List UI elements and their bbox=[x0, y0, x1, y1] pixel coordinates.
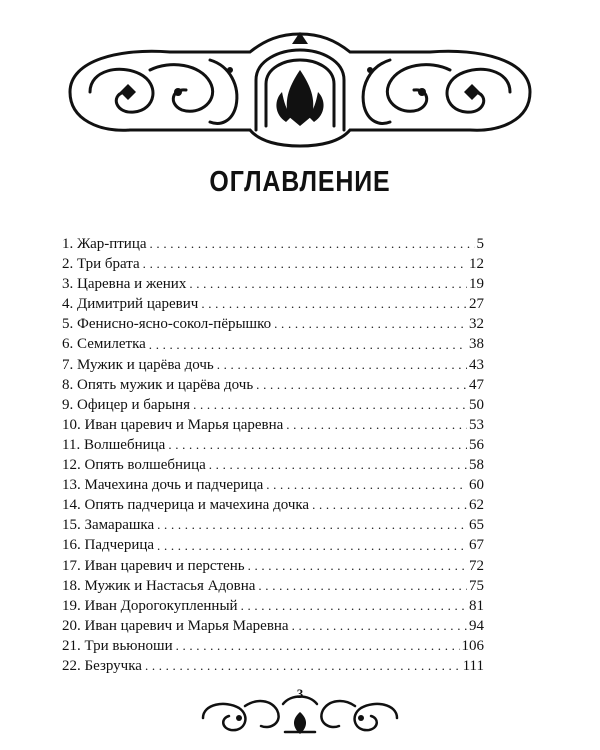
toc-entry[interactable] bbox=[62, 294, 484, 314]
page-title: ОГЛАВЛЕНИЕ bbox=[209, 166, 391, 198]
toc-entry-title: 17. Иван царевич и перстень bbox=[62, 557, 245, 574]
toc-entry[interactable] bbox=[62, 395, 484, 415]
toc-entry-page: 65 bbox=[469, 517, 484, 534]
toc-entry-page: 58 bbox=[469, 457, 484, 474]
toc-entry-title: 6. Семилетка bbox=[62, 336, 146, 353]
toc-leader bbox=[286, 417, 467, 431]
toc-entry-page: 32 bbox=[469, 316, 484, 333]
toc-entry-title: 11. Волшебница bbox=[62, 436, 166, 453]
toc-entry-title: 4. Димитрий царевич bbox=[62, 296, 199, 313]
toc-entry-page: 111 bbox=[462, 657, 484, 674]
toc-entry[interactable] bbox=[62, 475, 484, 495]
toc-entry-title: 8. Опять мужик и царёва дочь bbox=[62, 376, 254, 393]
toc-entry[interactable] bbox=[62, 656, 484, 676]
toc-leader bbox=[248, 558, 467, 572]
toc-entry-title: 21. Три вьюноши bbox=[62, 637, 173, 654]
toc-entry-title: 20. Иван царевич и Марья Маревна bbox=[62, 617, 289, 634]
toc-entry-page: 50 bbox=[469, 396, 484, 413]
toc-leader bbox=[168, 437, 467, 451]
toc-entry-title: 2. Три брата bbox=[62, 256, 140, 273]
toc-leader bbox=[176, 638, 460, 652]
toc-entry[interactable] bbox=[62, 375, 484, 395]
toc-entry[interactable] bbox=[62, 495, 484, 515]
toc-leader bbox=[193, 397, 467, 411]
toc-entry[interactable] bbox=[62, 596, 484, 616]
toc-entry[interactable] bbox=[62, 535, 484, 555]
toc-entry-page: 62 bbox=[469, 497, 484, 514]
toc-leader bbox=[150, 236, 475, 250]
toc-entry-title: 16. Падчерица bbox=[62, 537, 155, 554]
toc-entry[interactable] bbox=[62, 314, 484, 334]
toc-entry-page: 5 bbox=[476, 236, 484, 252]
toc-entry-title: 15. Замарашка bbox=[62, 517, 155, 534]
toc-leader bbox=[241, 598, 467, 612]
toc-leader bbox=[189, 276, 467, 290]
toc-entry[interactable] bbox=[62, 254, 484, 274]
toc-entry-page: 19 bbox=[469, 276, 484, 293]
toc-leader bbox=[157, 538, 467, 552]
toc-entry[interactable] bbox=[62, 274, 484, 294]
toc-entry[interactable] bbox=[62, 334, 484, 354]
toc-entry-page: 12 bbox=[469, 256, 484, 273]
toc-entry-page: 75 bbox=[469, 577, 484, 594]
toc-entry-page: 56 bbox=[469, 436, 484, 453]
toc-leader bbox=[266, 477, 467, 491]
toc-entry[interactable] bbox=[62, 616, 484, 636]
toc-leader bbox=[149, 337, 467, 351]
header-ornament-icon bbox=[60, 30, 540, 150]
toc-entry[interactable] bbox=[62, 415, 484, 435]
toc-entry[interactable] bbox=[62, 455, 484, 475]
toc-leader bbox=[157, 517, 467, 531]
toc-entry-title: 18. Мужик и Настасья Адовна bbox=[62, 577, 256, 594]
page-number: 3 bbox=[296, 686, 304, 701]
toc-entry[interactable] bbox=[62, 515, 484, 535]
toc-entry-page: 27 bbox=[469, 296, 484, 313]
toc-leader bbox=[145, 658, 461, 672]
toc-leader bbox=[256, 377, 467, 391]
toc-leader bbox=[209, 457, 467, 471]
toc-leader bbox=[312, 497, 467, 511]
toc-entry-title: 14. Опять падчерица и мачехина дочка bbox=[62, 497, 310, 514]
table-of-contents bbox=[62, 234, 484, 676]
toc-entry-title: 3. Царевна и жених bbox=[62, 276, 187, 293]
toc-leader bbox=[201, 296, 467, 310]
toc-leader bbox=[292, 618, 467, 632]
toc-entry[interactable] bbox=[62, 435, 484, 455]
toc-entry-page: 106 bbox=[461, 637, 484, 654]
toc-entry-page: 47 bbox=[469, 376, 484, 393]
toc-entry[interactable] bbox=[62, 556, 484, 576]
toc-entry[interactable] bbox=[62, 355, 484, 375]
toc-entry-title: 13. Мачехина дочь и падчерица bbox=[62, 477, 264, 494]
toc-entry-page: 81 bbox=[469, 597, 484, 614]
toc-entry-page: 60 bbox=[469, 477, 484, 494]
toc-entry[interactable] bbox=[62, 234, 484, 254]
toc-entry-title: 22. Безручка bbox=[62, 657, 142, 674]
toc-entry-title: 12. Опять волшебница bbox=[62, 457, 206, 474]
toc-leader bbox=[217, 357, 467, 371]
toc-leader bbox=[258, 578, 467, 592]
toc-entry[interactable] bbox=[62, 576, 484, 596]
toc-entry-page: 72 bbox=[469, 557, 484, 574]
toc-entry-title: 19. Иван Дорогокупленный bbox=[62, 597, 238, 614]
toc-entry-page: 67 bbox=[469, 537, 484, 554]
toc-entry-title: 9. Офицер и барыня bbox=[62, 396, 191, 413]
toc-entry-page: 94 bbox=[469, 617, 484, 634]
toc-entry-title: 7. Мужик и царёва дочь bbox=[62, 356, 214, 373]
toc-entry-page: 43 bbox=[469, 356, 484, 373]
toc-leader bbox=[274, 316, 467, 330]
toc-entry-title: 10. Иван царевич и Марья царевна bbox=[62, 416, 284, 433]
toc-entry-page: 38 bbox=[469, 336, 484, 353]
toc-entry-title: 5. Фенисно-ясно-сокол-пёрышко bbox=[62, 316, 272, 333]
toc-entry-page: 53 bbox=[469, 416, 484, 433]
toc-entry-title: 1. Жар-птица bbox=[62, 236, 147, 252]
toc-entry[interactable] bbox=[62, 636, 484, 656]
toc-leader bbox=[143, 256, 467, 270]
